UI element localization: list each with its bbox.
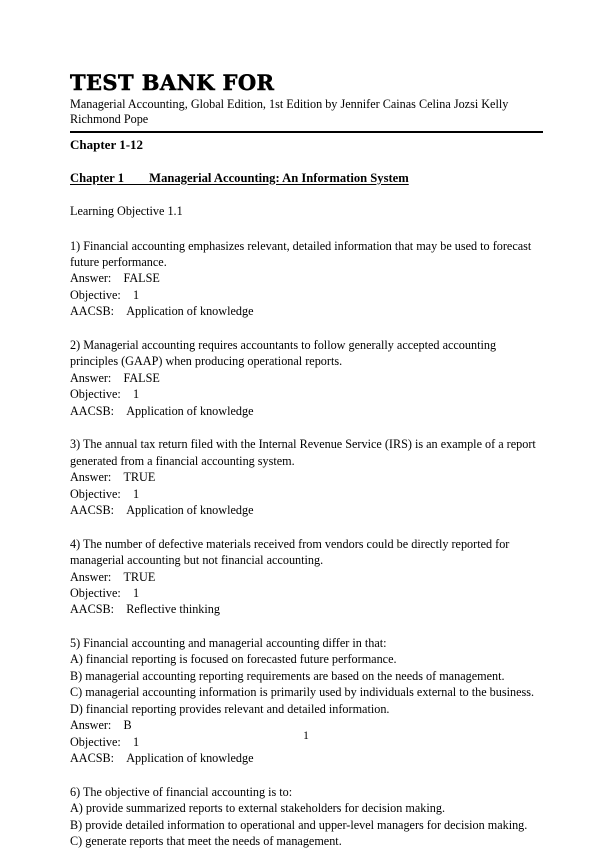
- answer-line: Answer: TRUE: [70, 470, 156, 485]
- aacsb-line: AACSB: Application of knowledge: [70, 751, 254, 766]
- question-block: [70, 238, 544, 320]
- question-choice: A) provide summarized reports to external stakeholders for decision making.: [70, 801, 445, 816]
- question-choice: C) generate reports that meet the needs of management.: [70, 834, 342, 849]
- question-choice: B) managerial accounting reporting requirements are based on the needs of management.: [70, 668, 505, 683]
- question-stem: 2) Managerial accounting requires accountants to follow generally accepted accounting principles (GAAP) when producing operational reports.: [70, 337, 497, 369]
- document-body: [70, 72, 544, 867]
- page-number: 1: [303, 730, 309, 742]
- aacsb-line: AACSB: Application of knowledge: [70, 304, 254, 319]
- objective-line: Objective: 1: [70, 585, 140, 600]
- question-stem: 1) Financial accounting emphasizes relevant, detailed information that may be used to forecast future performance.: [70, 238, 532, 270]
- answer-line: Answer: TRUE: [70, 569, 156, 584]
- objective-line: Objective: 1: [70, 287, 140, 302]
- question-stem: 4) The number of defective materials received from vendors could be directly reported for managerial accounting but not financial accounting.: [70, 536, 510, 568]
- question-list: [70, 238, 544, 850]
- question-block: [70, 436, 544, 518]
- chapter-range-heading: Chapter 1-12: [70, 136, 144, 152]
- aacsb-line: AACSB: Reflective thinking: [70, 602, 220, 617]
- objective-line: Objective: 1: [70, 387, 140, 402]
- aacsb-line: AACSB: Application of knowledge: [70, 403, 254, 418]
- objective-line: Objective: 1: [70, 734, 140, 749]
- question-block: [70, 536, 544, 618]
- question-block: [70, 784, 544, 850]
- question-stem: 3) The annual tax return filed with the Internal Revenue Service (IRS) is an example of a report generated from a financial accounting system.: [70, 437, 536, 468]
- question-block: [70, 635, 544, 767]
- document-title: TEST BANK FOR: [70, 70, 275, 95]
- answer-line: Answer: FALSE: [70, 370, 160, 385]
- header-divider: [70, 131, 543, 133]
- question-choice: B) provide detailed information to operational and upper-level managers for decision making.: [70, 817, 528, 832]
- learning-objective-label: Learning Objective 1.1: [70, 203, 183, 218]
- question-stem: 6) The objective of financial accounting is to:: [70, 784, 293, 799]
- question-stem: 5) Financial accounting and managerial accounting differ in that:: [70, 635, 387, 650]
- objective-line: Objective: 1: [70, 486, 140, 501]
- answer-line: Answer: FALSE: [70, 271, 160, 286]
- answer-line: Answer: B: [70, 718, 132, 733]
- aacsb-line: AACSB: Application of knowledge: [70, 503, 254, 518]
- question-choice: A) financial reporting is focused on forecasted future performance.: [70, 652, 397, 667]
- question-block: [70, 337, 544, 419]
- chapter-title-heading: Chapter 1 Managerial Accounting: An Information System: [70, 170, 409, 185]
- question-choice: D) financial reporting provides relevant and detailed information.: [70, 701, 390, 716]
- document-subtitle: Managerial Accounting, Global Edition, 1st Edition by Jennifer Cainas Celina Jozsi Kelly Richmond Pope: [70, 97, 509, 127]
- question-choice: C) managerial accounting information is primarily used by individuals external to the business.: [70, 685, 535, 700]
